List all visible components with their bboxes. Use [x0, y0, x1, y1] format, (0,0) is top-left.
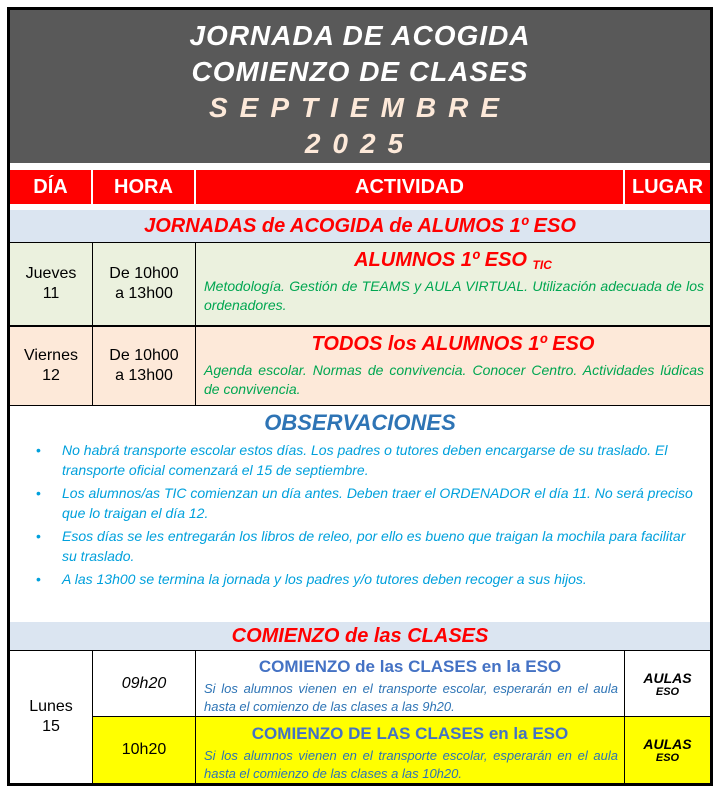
title-year: 2025	[304, 128, 416, 159]
title-line-2: COMIENZO DE CLASES	[191, 56, 529, 87]
session2-activity	[196, 717, 625, 783]
session1-hour: 09h20	[93, 650, 196, 717]
row2-day	[10, 326, 93, 406]
observations-box	[10, 406, 710, 620]
observations-list	[34, 440, 702, 592]
row2-activity	[196, 326, 710, 406]
session2-desc: Si los alumnos vienen en el transporte escolar, esperarán en el aula hasta el comienzo de las clases a las 10h20.	[204, 748, 618, 781]
title-header	[10, 10, 710, 163]
observation-item: • A las 13h00 se termina la jornada y los padres y/o tutores deben recoger a sus hijos.	[34, 569, 702, 589]
row1-activity-desc: Metodología. Gestión de TEAMS y AULA VIRTUAL. Utilización adecuada de los ordenadores.	[204, 278, 704, 313]
session1-desc: Si los alumnos vienen en el transporte escolar, esperarán en el aula hasta el comienzo de las clases a las 9h20.	[204, 681, 618, 714]
lunes-day-name: Lunes	[29, 698, 73, 715]
session1-place	[625, 650, 710, 717]
lunes-day-date: 15	[42, 718, 60, 735]
session1-activity	[196, 650, 625, 717]
observation-item: • Los alumnos/as TIC comienzan un día antes. Deben traer el ORDENADOR el día 11. No será preciso que lo traigan el día 12.	[34, 483, 702, 523]
row1-day	[10, 242, 93, 326]
row2-day-name: Viernes	[24, 347, 78, 364]
observation-item: • No habrá transporte escolar estos días. Los padres o tutores deben encargarse de su traslado. El transporte oficial comenzará el 15 de septiembre.	[34, 440, 702, 480]
row2-hour-from: De 10h00	[109, 347, 179, 364]
row2-hour	[93, 326, 196, 406]
row2-hour-to: a 13h00	[115, 367, 173, 384]
title-month: SEPTIEMBRE	[208, 92, 512, 123]
session2-hour: 10h20	[93, 717, 196, 783]
section-title-comienzo: COMIENZO de las CLASES	[10, 622, 710, 650]
session2-place-label: AULAS	[643, 736, 692, 752]
column-header-dia: DÍA	[10, 170, 93, 204]
row1-activity-title-suffix: TIC	[532, 258, 552, 272]
row1-day-name: Jueves	[25, 265, 77, 282]
row1-activity-title: ALUMNOS 1º ESO	[354, 249, 527, 271]
row1-activity	[196, 242, 710, 326]
session1-place-label: AULAS	[643, 669, 692, 686]
row1-hour	[93, 242, 196, 326]
lunes-day	[10, 650, 93, 783]
session2-title: COMIENZO DE LAS CLASES en la ESO	[251, 724, 569, 743]
section-title-acogida: JORNADAS de ACOGIDA de ALUMOS 1º ESO	[10, 210, 710, 242]
row2-activity-title: TODOS los ALUMNOS 1º ESO	[311, 333, 595, 355]
column-header-hora: HORA	[93, 170, 196, 204]
session2-place	[625, 717, 710, 783]
session1-place-sub: ESO	[655, 685, 680, 698]
row2-activity-desc: Agenda escolar. Normas de convivencia. Conocer Centro. Actividades lúdicas de convivencia.	[204, 362, 704, 397]
schedule-table	[7, 7, 713, 786]
column-header-lugar: LUGAR	[625, 170, 710, 204]
row1-day-date: 11	[42, 285, 60, 302]
row1-hour-from: De 10h00	[109, 265, 179, 282]
session2-place-sub: ESO	[655, 752, 680, 764]
row1-activity-title-wrap	[196, 249, 710, 272]
row1-hour-to: a 13h00	[115, 285, 173, 302]
column-header-actividad: ACTIVIDAD	[196, 170, 625, 204]
session1-title: COMIENZO de las CLASES en la ESO	[258, 657, 562, 676]
title-line-1: JORNADA DE ACOGIDA	[189, 20, 531, 51]
observations-title: OBSERVACIONES	[264, 410, 456, 435]
row2-day-date: 12	[42, 367, 60, 384]
observation-item: • Esos días se les entregarán los libros de releo, por ello es bueno que traigan la mochila para facilitar su traslado.	[34, 526, 702, 566]
